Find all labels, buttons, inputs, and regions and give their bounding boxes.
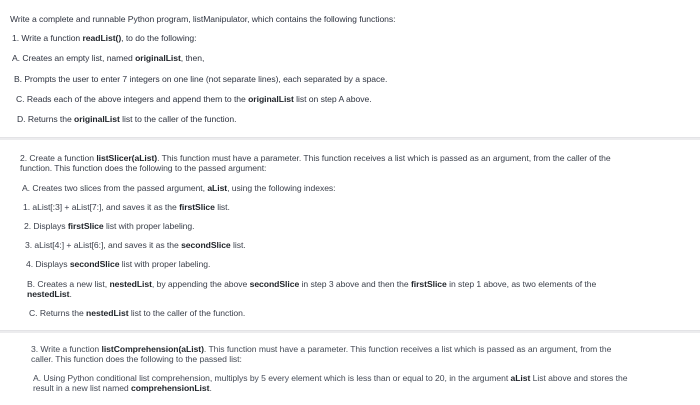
q2-heading-line2: function. This function does the following to the passed argument:: [20, 163, 267, 173]
q1-step-a: A. Creates an empty list, named originalList, then,: [12, 53, 205, 63]
q3-heading-line1: 3. Write a function listComprehension(aList). This function must have a parameter. This function receives a list which is passed as an argument, from the: [31, 344, 612, 354]
q3-heading-line2: caller. This function does the following to the passed list:: [31, 354, 242, 364]
q3-step-a-line1: A. Using Python conditional list comprehension, multiplys by 5 every element which is less than or equal to 20, in the argument aList List above and stores the: [33, 373, 628, 383]
q1-step-d: D. Returns the originalList list to the caller of the function.: [17, 114, 237, 124]
q1-step-b: B. Prompts the user to enter 7 integers on one line (not separate lines), each separated by a space.: [14, 74, 388, 84]
q2-step-a: A. Creates two slices from the passed argument, aList, using the following indexes:: [22, 183, 336, 193]
q2-step-b-line2: nestedList.: [27, 289, 72, 299]
q1-heading: 1. Write a function readList(), to do the following:: [12, 33, 197, 43]
q2-step-a3: 3. aList[4:] + aList[6:], and saves it as the secondSlice list.: [25, 240, 246, 250]
q2-step-a4: 4. Displays secondSlice list with proper labeling.: [26, 259, 211, 269]
q2-step-a2: 2. Displays firstSlice list with proper labeling.: [24, 221, 195, 231]
q2-step-a1: 1. aList[:3] + aList[7:], and saves it as the firstSlice list.: [23, 202, 230, 212]
q3-step-a-line2: result in a new list named comprehensionList.: [33, 383, 212, 393]
intro-text: Write a complete and runnable Python program, listManipulator, which contains the following functions:: [10, 14, 396, 24]
q1-step-c: C. Reads each of the above integers and append them to the originalList list on step A above.: [16, 94, 372, 104]
separator-2: [0, 330, 700, 333]
q2-step-c: C. Returns the nestedList list to the caller of the function.: [29, 308, 246, 318]
separator-1: [0, 137, 700, 140]
q2-heading-line1: 2. Create a function listSlicer(aList). This function must have a parameter. This function receives a list which is passed as an argument, from the caller of the: [20, 153, 611, 163]
q2-step-b-line1: B. Creates a new list, nestedList, by appending the above secondSlice in step 3 above and then the firstSlice in step 1 above, as two elements of the: [27, 279, 597, 289]
